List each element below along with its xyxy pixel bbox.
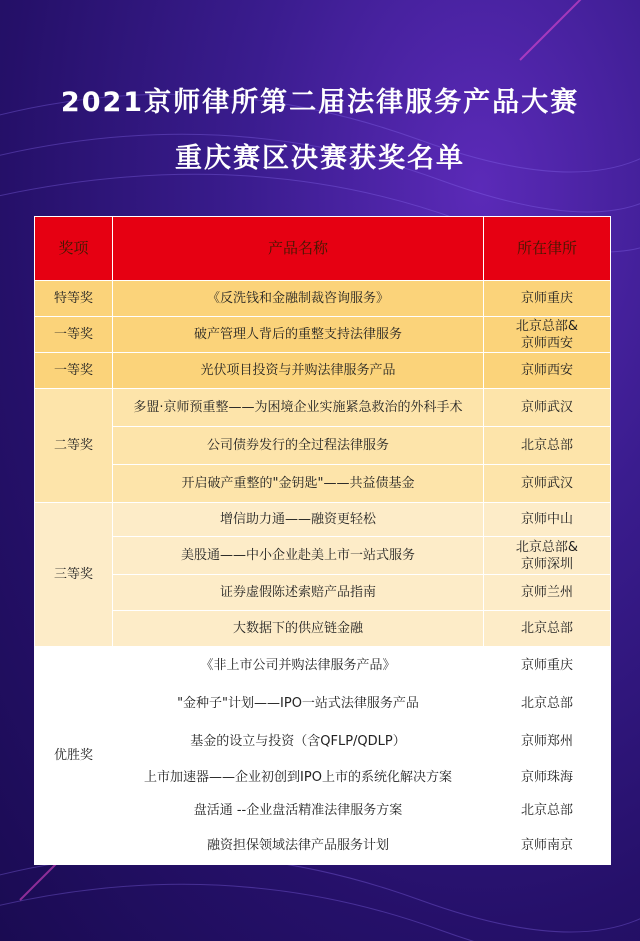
table-row (35, 353, 611, 389)
product-cell: 增信助力通——融资更轻松 (113, 503, 484, 537)
table-row (35, 723, 611, 761)
award-cell: 一等奖 (35, 317, 113, 353)
product-cell: 多盟·京师预重整——为困境企业实施紧急救治的外科手术 (113, 389, 484, 427)
firm-cell: 京师南京 (484, 827, 611, 865)
firm-cell: 京师兰州 (484, 575, 611, 611)
table-row (35, 827, 611, 865)
award-table (34, 216, 611, 865)
firm-cell: 京师珠海 (484, 761, 611, 794)
table-row (35, 611, 611, 647)
table-row (35, 389, 611, 427)
firm-cell: 京师重庆 (484, 281, 611, 317)
firm-cell: 北京总部& 京师深圳 (484, 537, 611, 575)
table-row (35, 575, 611, 611)
award-cell: 优胜奖 (35, 647, 113, 865)
award-cell: 特等奖 (35, 281, 113, 317)
firm-cell: 北京总部& 京师西安 (484, 317, 611, 353)
product-cell: 基金的设立与投资（含QFLP/QDLP） (113, 723, 484, 761)
firm-cell: 北京总部 (484, 794, 611, 827)
award-cell: 一等奖 (35, 353, 113, 389)
product-cell: 大数据下的供应链金融 (113, 611, 484, 647)
table-row (35, 647, 611, 685)
product-cell: 上市加速器——企业初创到IPO上市的系统化解决方案 (113, 761, 484, 794)
firm-cell: 京师重庆 (484, 647, 611, 685)
product-cell: 美股通——中小企业赴美上市一站式服务 (113, 537, 484, 575)
firm-cell: 京师武汉 (484, 465, 611, 503)
table-row (35, 427, 611, 465)
product-cell: 融资担保领域法律产品服务计划 (113, 827, 484, 865)
table-row (35, 503, 611, 537)
table-row (35, 317, 611, 353)
product-cell: "金种子"计划——IPO一站式法律服务产品 (113, 685, 484, 723)
product-cell: 《反洗钱和金融制裁咨询服务》 (113, 281, 484, 317)
firm-cell: 京师西安 (484, 353, 611, 389)
firm-cell: 北京总部 (484, 611, 611, 647)
page-title-line1: 2021京师律所第二届法律服务产品大赛 (60, 87, 580, 118)
award-cell: 二等奖 (35, 389, 113, 503)
table-header-row (35, 217, 611, 281)
product-cell: 开启破产重整的"金钥匙"——共益债基金 (113, 465, 484, 503)
firm-cell: 京师武汉 (484, 389, 611, 427)
product-cell: 破产管理人背后的重整支持法律服务 (113, 317, 484, 353)
table-row (35, 794, 611, 827)
header-product: 产品名称 (113, 217, 484, 281)
table-row (35, 761, 611, 794)
table-row (35, 465, 611, 503)
firm-cell: 北京总部 (484, 427, 611, 465)
product-cell: 光伏项目投资与并购法律服务产品 (113, 353, 484, 389)
table-row (35, 685, 611, 723)
product-cell: 证券虚假陈述索赔产品指南 (113, 575, 484, 611)
firm-cell: 京师中山 (484, 503, 611, 537)
product-cell: 公司债券发行的全过程法律服务 (113, 427, 484, 465)
table-row (35, 537, 611, 575)
table-row (35, 281, 611, 317)
page-title-line2: 重庆赛区决赛获奖名单 (175, 143, 465, 174)
award-cell: 三等奖 (35, 503, 113, 647)
product-cell: 盘活通 --企业盘活精准法律服务方案 (113, 794, 484, 827)
header-award: 奖项 (35, 217, 113, 281)
header-firm: 所在律所 (484, 217, 611, 281)
firm-cell: 京师郑州 (484, 723, 611, 761)
product-cell: 《非上市公司并购法律服务产品》 (113, 647, 484, 685)
firm-cell: 北京总部 (484, 685, 611, 723)
